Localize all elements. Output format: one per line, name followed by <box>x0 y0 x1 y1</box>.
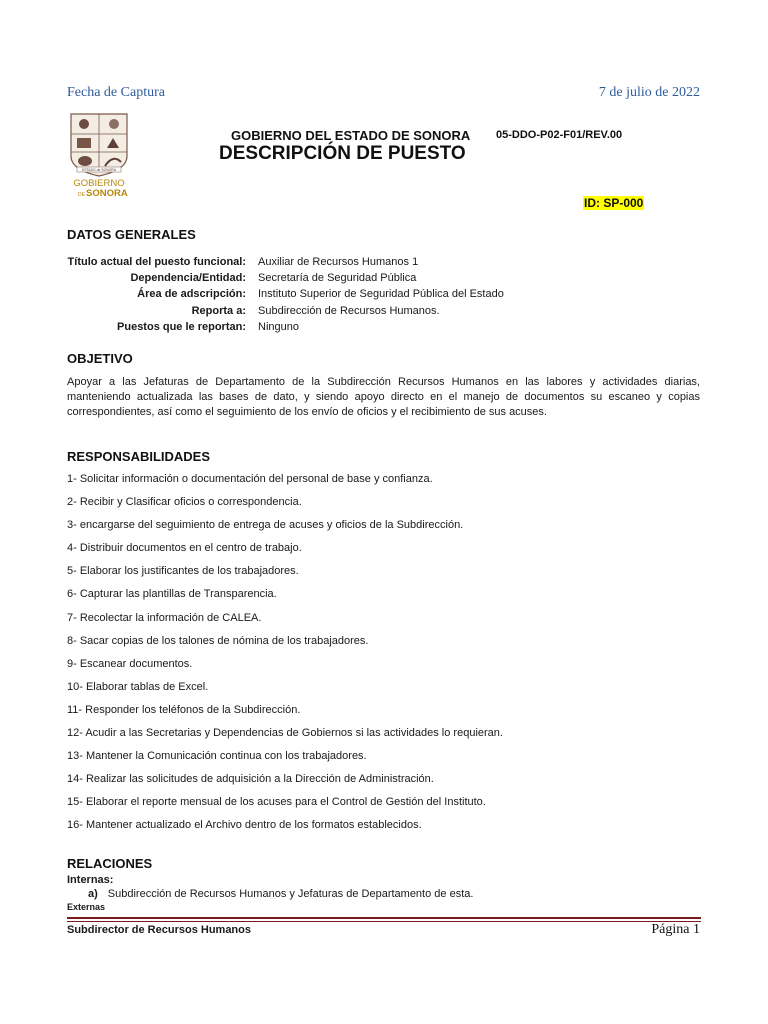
page-number: Página 1 <box>651 922 700 937</box>
gen-value: Auxiliar de Recursos Humanos 1 <box>258 256 419 268</box>
datos-generales-heading: DATOS GENERALES <box>67 227 196 242</box>
gen-value: Subdirección de Recursos Humanos. <box>258 304 440 317</box>
internas-item-letter: a) <box>88 888 98 900</box>
footer-signatory: Subdirector de Recursos Humanos <box>67 924 251 936</box>
list-item: 14- Realizar las solicitudes de adquisición a la Dirección de Administración. <box>67 773 434 786</box>
document-code: 05-DDO-P02-F01/REV.00 <box>496 129 623 141</box>
internas-item <box>88 888 473 900</box>
gen-label: Reporta a: <box>191 304 246 317</box>
list-item: 9- Escanear documentos. <box>67 657 193 670</box>
gen-value: Ninguno <box>258 320 299 333</box>
list-item: 16- Mantener actualizado el Archivo dentro de los formatos establecidos. <box>67 819 422 832</box>
position-id-badge: ID: SP-000 <box>584 196 644 210</box>
list-item: 2- Recibir y Clasificar oficios o correspondencia. <box>67 496 302 509</box>
list-item: 15- Elaborar el reporte mensual de los acuses para el Control de Gestión del Instituto. <box>67 796 486 809</box>
datos-generales-table <box>67 254 707 335</box>
gen-label: Dependencia/Entidad: <box>130 272 246 285</box>
svg-text:ESTADO de SONORA: ESTADO de SONORA <box>81 168 117 173</box>
document-title: DESCRIPCIÓN DE PUESTO <box>219 143 466 164</box>
capture-date-value: 7 de julio de 2022 <box>598 85 700 100</box>
gen-row-reporta <box>67 303 707 319</box>
gen-label: Área de adscripción: <box>137 288 246 301</box>
gen-value: Secretaría de Seguridad Pública <box>258 272 417 285</box>
gen-row-puestos <box>67 319 707 335</box>
list-item: 1- Solicitar información o documentación del personal de base y confianza. <box>67 473 433 485</box>
externas-label: Externas <box>67 902 106 912</box>
list-item: 5- Elaborar los justificantes de los trabajadores. <box>67 565 299 578</box>
list-item: 6- Capturar las plantillas de Transparencia. <box>67 588 277 601</box>
gen-row-area <box>67 286 707 302</box>
gen-label: Título actual del puesto funcional: <box>67 256 246 268</box>
government-title: GOBIERNO DEL ESTADO DE SONORA <box>231 128 471 143</box>
footer-divider-thin <box>67 921 701 922</box>
objetivo-heading: OBJETIVO <box>67 351 133 366</box>
internas-label: Internas: <box>67 874 114 886</box>
coat-of-arms-icon <box>71 114 127 176</box>
gen-label: Puestos que le reportan: <box>117 320 246 333</box>
objetivo-text: Apoyar a las Jefaturas de Departamento de la Subdirección Recursos Humanos en las labores y actividades diarias, manteniendo actualizada las bases de dato, y siendo apoyo directo en el manejo de documentos su escaneo y copias correspondientes, así como el seguimiento de los envío de oficios y el recibimiento de sus acuses. <box>67 376 700 419</box>
list-item: 7- Recolectar la información de CALEA. <box>67 611 262 624</box>
footer-divider <box>67 917 701 919</box>
responsabilidades-heading: RESPONSABILIDADES <box>67 449 211 464</box>
svg-text:DE: DE <box>78 192 85 198</box>
list-item: 8- Sacar copias de los talones de nómina de los trabajadores. <box>67 634 369 647</box>
list-item: 10- Elaborar tablas de Excel. <box>67 680 209 693</box>
list-item: 11- Responder los teléfonos de la Subdirección. <box>67 703 301 716</box>
gen-row-dependencia <box>67 270 707 286</box>
relaciones-heading: RELACIONES <box>67 856 153 871</box>
list-item: 12- Acudir a las Secretarias y Dependencias de Gobiernos si las actividades lo requieran. <box>67 727 503 740</box>
svg-text:GOBIERNO: GOBIERNO <box>73 178 125 189</box>
responsabilidades-list <box>67 471 707 841</box>
svg-text:SONORA: SONORA <box>86 188 128 199</box>
gen-row-titulo <box>67 254 707 270</box>
capture-date-label: Fecha de Captura <box>67 85 165 100</box>
internas-item-text: Subdirección de Recursos Humanos y Jefaturas de Departamento de esta. <box>107 888 474 900</box>
gen-value: Instituto Superior de Seguridad Pública del Estado <box>258 288 504 301</box>
list-item: 3- encargarse del seguimiento de entrega de acuses y oficios de la Subdirección. <box>67 519 464 532</box>
list-item: 13- Mantener la Comunicación continua con los trabajadores. <box>67 750 367 763</box>
gobierno-sonora-logo <box>67 110 131 202</box>
list-item: 4- Distribuir documentos en el centro de trabajo. <box>67 542 302 555</box>
